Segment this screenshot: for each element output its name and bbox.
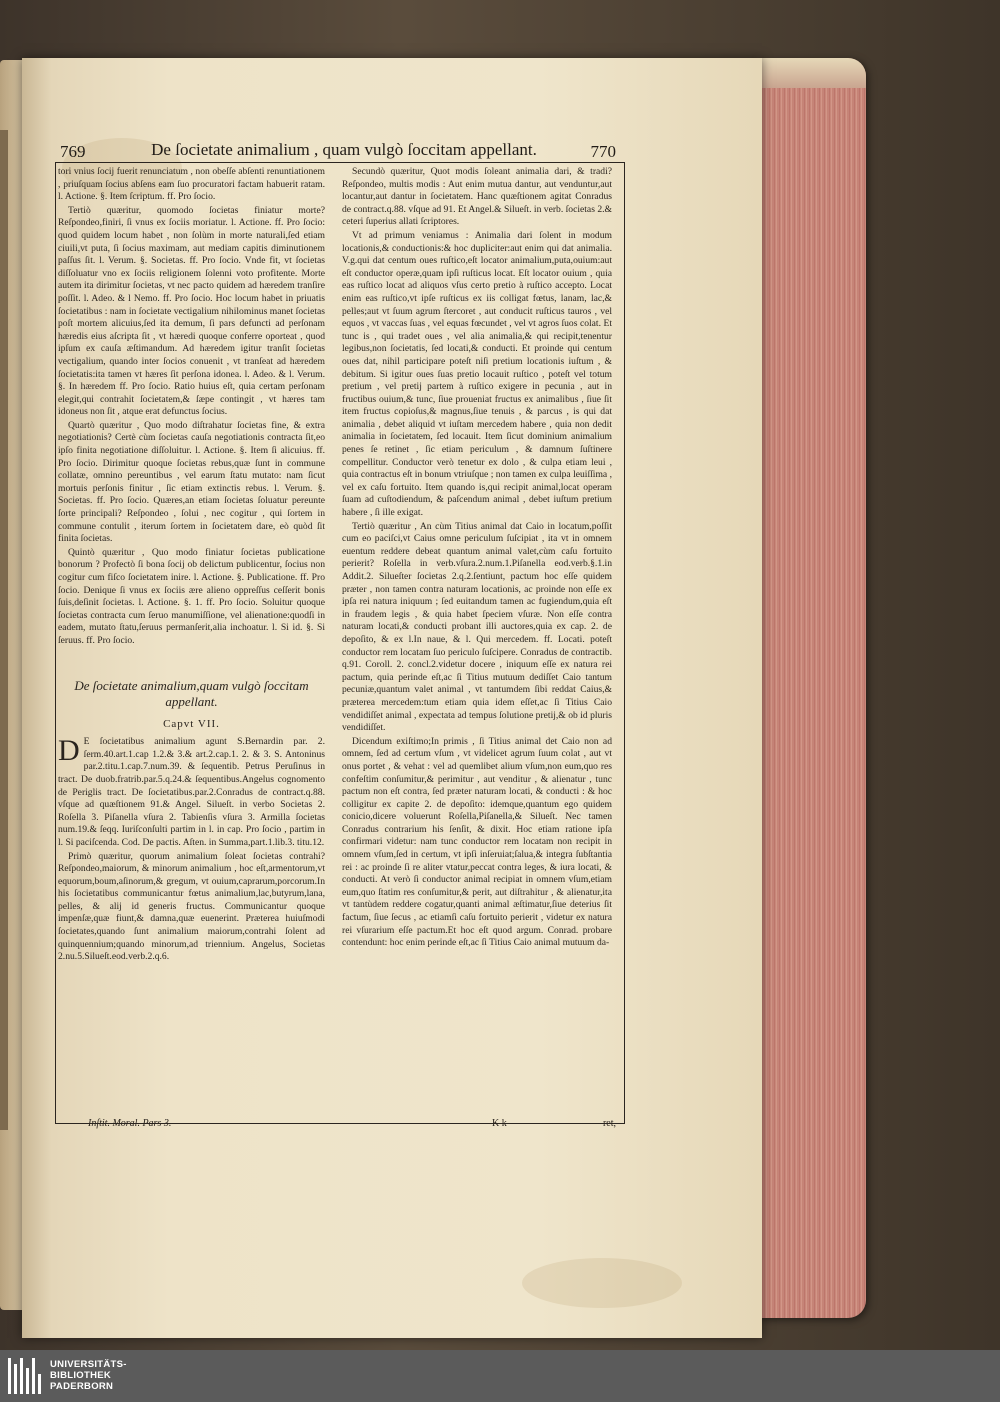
running-header <box>60 140 620 162</box>
page-number-left: 769 <box>60 142 86 161</box>
paragraph: Quintò quæritur , Quo modo finiatur ſocietas publicatione bonorum ? Profectò ſi bona ſocij ob delictum publicentur, ſocius non cogitur cum fiſco ſocietatem inire. l. Actione. §. Publicatione. ff. Pro ſocio. Denique ſi vnus ex ſociis ære alieno oppreſſus ceſſerit bonis ſuis,deſinit ſocietas. l. Actione. §. 1. ff. Pro ſocio. Soluitur quoque ſocietas contracta cum ſeruo manumiſſione, vel alienatione:quodſi in eadem, mutato ſtatu,ſeruus permanſerit,alia inchoatur. l. Si id. §. Si ſeruus. ff. Pro ſocio. <box>58 546 325 646</box>
paragraph: Primò quæritur, quorum animalium ſoleat ſocietas contrahi? Reſpondeo,maiorum, & minorum animalium , hoc eſt,armentorum,vt equorum,boum,aſinorum,& gregum, vt ouium,caprarum,porcorum.In his ſocietatibus communicantur fœtus animalium,lac,butyrum,lana, pelles, & alij id generis fructus. Communicantur quoque impenſæ,quæ fiunt,& damna,quæ euenerint. Præterea huiuſmodi ſocietates,quando ſunt animalium maiorum,contrahi ſolent ad quinquennium;quando minorum,ad triennium. Angelus, Societas 2.nu.5.Silueſt.eod.verb.2.q.6. <box>58 850 325 963</box>
footer-title: Inſtit. Moral. Pars 3. <box>88 1118 172 1129</box>
paragraph: Vt ad primum veniamus : Animalia dari ſolent in modum locationis,& conductionis:& hoc dupliciter:aut enim qui dat animalia. V.g.qui dat centum oues ruſtico,eſt locator animalium,puta,ouium:aut eſt conductor operæ,quam ipſi ruſticus locat. Eſt locator ouium , quia eas ruſtico locat ad aliquos vſus certo pretio à ruſtico accepto. Locat enim eas ruſtico,vt ipſe ruſticus ex iis colligat fœtus, lanam, lac,& pelles;aut vt ſuum agrum ſtercoret , aut conducit ruſticus tauros , vel equos , vt vaccas ſuas , vel equas fœcundet , vel vt agros ſuos colat. Et tunc is , qui tradet oues , vel alia animalia,& qui recipit,tenentur legibus,non ſocietatis, ſed locati,& conducti. Et proinde qui centum oues dat, nihil participare poteſt niſi pretium locationis iuſtum , & debitum. Si igitur oues ſuas pretio locauit ruſtico , poteſt vel totum pretium , vel pretij partem à ruſtico exigere in pecunia , aut in fructibus ouium,& tunc, ſiue proueniat fructus ex animalibus , ſiue ſit item fructus copioſus,& magnus,ſiue tenuis , & parcus , is qui dat animalia , debet aliquid vt iuſtam mercedem habere , quia non dedit animalia in ſocietatem, ſed locauit. Item ſicut dominium animalium penes ſe retinet , ſic etiam periculum , & damnum ſuſtinere compellitur. Conductor verò tenetur ex dolo , & culpa etiam leui , quia contractus eſt in bonum vtriuſque ; non tamen ex culpa leuiſſima , vel ex caſu fortuito. Item quando is,qui recipit animal,locat operam ſuam ad cuſtodiendum, & paſcendum animal , debet iuſtum pretium habere , ſi ille exigat. <box>342 229 612 519</box>
library-name: UNIVERSITÄTS- BIBLIOTHEK PADERBORN <box>50 1359 127 1392</box>
paragraph: Tertiò quæritur, quomodo ſocietas finiatur morte? Reſpondeo,finiri, ſi vnus ex ſociis moriatur. l. Actione. ff. Pro ſocio: quod quidem locum habet , non ſolùm in morte naturali,ſed etiam ciuili,vt puta, ſi ſocius maximam, aut mediam capitis diminutionem paſſus ſit. l. Verum. §. Societas. ff. Pro ſocio. Vnde fit, vt ſocietas diſſoluatur vno ex ſociis religionem ſolenni voto profitente. Morte autem ita dirimitur ſocietas, vt nec pacto quidem ad hæredem tranſire poſſit. l. Adeo. & l Nemo. ff. Pro ſocio. Hoc locum habet in priuatis ſocietatibus : nam in ſocietate vectigalium nihilominus manet ſocietas poſt mortem alicuius,ſed ita demum, ſi pars defuncti ad perſonam hæredis eius aſcripta ſit , vt hæredi quoque conferre oporteat , quod ipſum ex cauſa æſtimandum. Ad hæredem igitur tranſit ſocietas vectigalium, quando inter ſocios conuenit , vt tranſeat ad hæredem ſocietatis:ita tamen vt hæres ſit perſona idonea. l. Adeo. & l. Verum. §. In hæredem ff. Pro ſocio. Ratio huius eſt, quia certam perſonam elegit,qui contrahit ſocietatem,& ſæpe contingit , vt hæres tam idoneus non ſit , atque erat defunctus ſocius. <box>58 204 325 418</box>
paragraph: Quartò quæritur , Quo modo diſtrahatur ſocietas fine, & extra negotiationis? Certè cùm ſocietas cauſa negotiationis contracta ſit,eo ipſo finita negotiatione diſſoluitur. l. Actione. §. Item ſi alicuius. ff. Pro ſocio. Dirimitur quoque ſocietas rebus,quæ ſunt in commune collatæ, omnino pereuntibus , vel earum ſtatu mutato: nam ſicut mortuis perſonis finitur , ſic etiam extinctis rebus. l. Verum. §. Societas. ff. Pro ſocio. Quæres,an etiam ſocietas ſoluatur pereunte ſorte principali? Reſpondeo , ſolui , nec cogitur , qui ſortem in commune contulit , iterum ſortem in ſocietatem dare, eò quòd ſit finita ſocietas. <box>58 419 325 545</box>
paragraph: Secundò quæritur, Quot modis ſoleant animalia dari, & tradi? Reſpondeo, multis modis : Aut enim mutua dantur, aut venduntur,aut locantur,aut dantur in ſocietatem. Hanc quæſtionem agitat Conradus de contract.q.88. vſque ad 91. Et Angel.& Silueſt. in verb. ſocietas 2.& ceteri ſuperius allati ſcriptores. <box>342 166 612 228</box>
library-banner <box>0 1350 1000 1402</box>
facing-page-shadow <box>0 130 8 1130</box>
library-logo-icon <box>8 1358 44 1394</box>
signature-mark: K k <box>492 1118 507 1129</box>
paragraph: tori vnius ſocij fuerit renunciatum , non obeſſe abſenti renuntiationem , priuſquam ſocius abſens eam ſuo procuratori factam habuerit ratam. l. Actione. §. Item ſcriptum. ff. Pro ſocio. <box>58 166 325 203</box>
catchword: ret, <box>602 1118 616 1129</box>
chapter-first-paragraph <box>58 736 325 849</box>
section-title: De ſocietate animalium,quam vulgò ſoccitam appellant. <box>74 677 309 709</box>
paragraph: Dicendum exiſtimo;In primis , ſi Titius animal det Caio non ad omnem, ſed ad certum vſum , vt videlicet agrum ſuum colat , aut vt onus portet , & vehat : vel ad quemlibet alium vſum,non eum,quo res confeſtim conſumitur,& perimitur , aut venditur , & alienatur , tunc pactum non eſt contra, ſed præter naturam locati, & conducti : & hoc colligitur ex capite 2. de depoſito: idemque,quantum ego quidem conicio,dicere voluerunt Roſella,Piſanella,& Silueſt. Nec tamen Conradus contrarium his ſenſit, & dixit. Hoc etiam ratione ipſa confirmari videtur: nam tunc conductor rem locatam non recipit in omnem vſum,ſed in certum, vt ipſi inſeruiat;ſalua,& integra ſubſtantia rei : ac proinde ſi re aliter vtatur,peccat contra leges, & iura locati, & conducti. At verò ſi conductor animal recipiat in omnem vſum,etiam eum,quo ſtatim res conſumitur,& perit, aut diſtrahitur , & alienatur,ita vt tantùdem reddere cogatur,quanti animal æſtimatur,ſiue deterius ſit factum, ſiue ſecus , ac etiamſi caſu fortuito perierit , videtur ex natura rei vſurarium eſſe pactum.Et hoc eſt quod argum. Conrad. probare contendunt: hoc enim perinde eſt,ac ſi Titius Caio animal mutuum da- <box>342 735 612 949</box>
drop-cap: D <box>58 734 80 768</box>
running-title: De ſocietate animalium , quam vulgò ſoccitam appellant. <box>151 140 537 159</box>
paragraph-text: E ſocietatibus animalium agunt S.Bernardin par. 2. ſerm.40.art.1.cap 1.2.& 3.& art.2.cap.1. 2. & 3. S. Antoninus par.2.titu.1.cap.7.num.39. & ſequentib. Petrus Peruſinus in tract. De duob.fratrib.par.5.q.24.& ſequentibus.Angelus cognomento de Periglis tract. De ſocietatibus.par.2.Conradus de contract.q.88. vſque ad quæſtionem 91.& Angel. Silueſt. in verbo Societas 2. Roſella 3. Piſanella vſura 2. Tabienſis vſura 3. Armilla ſocietas num.19.& ſeqq. Iuriſconſulti partim in l. in cap. Pro ſocio , partim in l. Si paciſcenda. Cod. De pactis. Aſten. in Summa,part.1.lib.3. titu.12. <box>58 736 325 848</box>
page-footer <box>60 1118 620 1132</box>
book-page-block <box>758 58 866 1318</box>
right-column <box>342 166 612 951</box>
paragraph: Tertiò quæritur , An cùm Titius animal dat Caio in locatum,poſſit cum eo paciſci,vt Caius omne periculum ſuſcipiat , ita vt in omnem euentum reddere debeat quantum animal valet,cùm caſu fortuito perierit? Roſella in verb.vſura.2.num.1.Piſanella eod.verb.§.1.in Addit.2. Silueſter ſocietas 2.q.2.ſentiunt, pactum hoc eſſe quidem præter , non tamen contra naturam locationis, ac proinde non eſſe ex ipſa rei natura iniquum ; ſed euitandum tamen ac fugiendum,quia eſt in fraudem legis , & quia habet ſpeciem vſuræ. Non eſſe contra naturam locati,& conducti probant illi auctores,quia ex cap. 2. de depoſito, & ex l.In naue, & l. Qui mercedem. ff. Locati. poteſt conductor rem locatam ſuo periculo ſuſcipere. Conradus de contractib. q.91. Coroll. 2. concl.2.videtur docere , iniquum eſſe ex natura rei pactum, quia perinde eſt,ac ſi Titius mutuum dediſſet Caio tantum pecuniæ,quantum valet animal , vt tantumdem ſibi reddat Caius,& præterea mercedem:tum etiam quia idem eſſet,ac ſi Titius Caio vendidiſſet animal , expectata ad tempus ſolutione pretij,& ob id pluris vendidiſſet. <box>342 520 612 734</box>
left-column <box>58 166 325 965</box>
chapter-heading: Capvt VII. <box>163 717 220 730</box>
page-number-right: 770 <box>590 142 616 161</box>
